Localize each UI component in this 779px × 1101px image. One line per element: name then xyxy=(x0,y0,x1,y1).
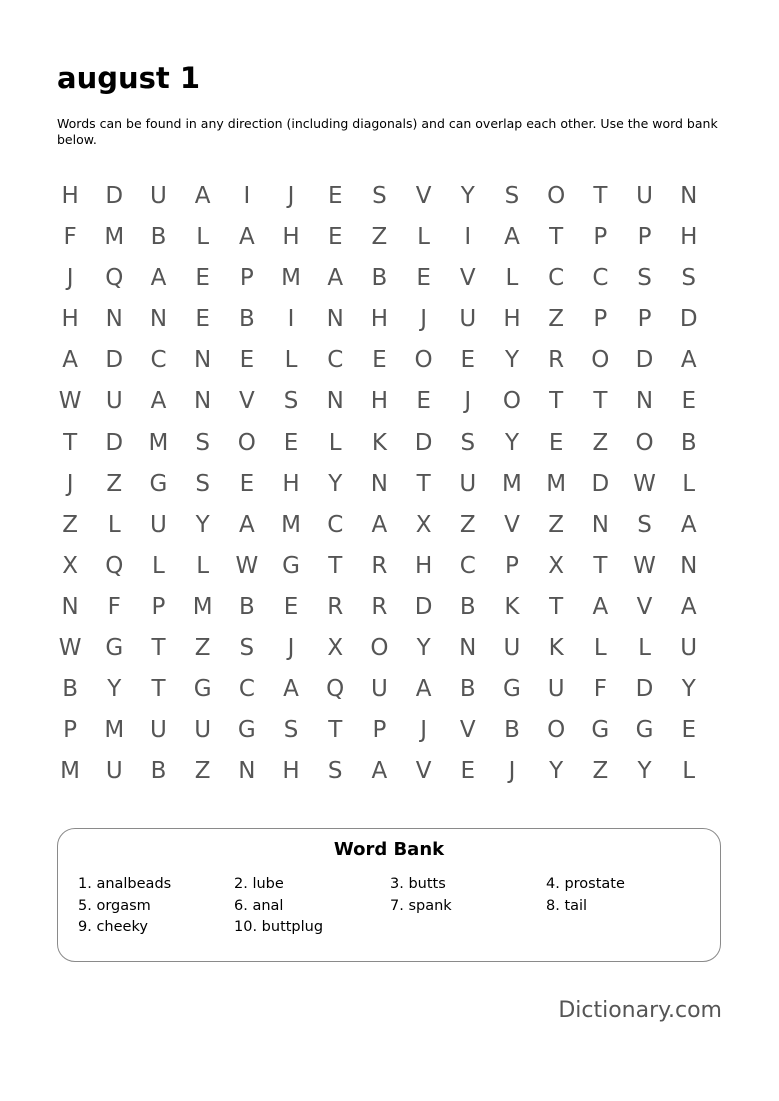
grid-letter: D xyxy=(414,429,433,456)
grid-letter: D xyxy=(591,470,610,497)
grid-letter: U xyxy=(194,717,212,744)
grid-letter: K xyxy=(371,429,387,456)
grid-letter: E xyxy=(460,758,476,785)
grid-letter: E xyxy=(283,429,299,456)
grid-letter: J xyxy=(464,388,472,415)
word-bank-item: 3. butts xyxy=(390,876,446,892)
grid-letter: D xyxy=(679,306,698,333)
grid-letter: M xyxy=(60,758,81,785)
grid-letter: E xyxy=(681,388,696,415)
grid-letter: A xyxy=(680,347,697,374)
grid-letter: T xyxy=(416,470,431,497)
grid-letter: A xyxy=(371,758,388,785)
grid-letter: H xyxy=(61,306,79,333)
grid-letter: M xyxy=(502,470,522,497)
grid-letter: Y xyxy=(637,758,652,785)
grid-letter: G xyxy=(635,717,654,744)
grid-letter: L xyxy=(638,635,651,662)
grid-letter: Y xyxy=(681,676,696,703)
grid-letter: H xyxy=(414,552,433,579)
grid-letter: O xyxy=(547,717,566,744)
grid-letter: B xyxy=(238,593,255,620)
grid-letter: P xyxy=(593,306,608,333)
grid-letter: L xyxy=(152,552,165,579)
grid-letter: T xyxy=(63,429,78,456)
grid-letter: Z xyxy=(106,470,123,497)
footer-brand: Dictionary.com xyxy=(558,998,722,1023)
grid-letter: U xyxy=(150,183,167,209)
grid-letter: U xyxy=(150,511,167,538)
grid-letter: T xyxy=(151,635,166,662)
grid-letter: N xyxy=(194,347,212,374)
grid-letter: O xyxy=(547,183,566,209)
grid-letter: E xyxy=(327,224,343,251)
grid-letter: E xyxy=(327,183,343,209)
grid-letter: T xyxy=(151,676,166,703)
grid-letter: Z xyxy=(592,429,609,456)
grid-letter: W xyxy=(58,635,82,662)
grid-letter: E xyxy=(195,306,210,333)
grid-letter: B xyxy=(371,265,388,292)
grid-letter: N xyxy=(105,306,123,333)
grid-letter: M xyxy=(104,717,125,744)
grid-letter: P xyxy=(505,552,519,579)
grid-letter: F xyxy=(107,593,121,620)
grid-letter: B xyxy=(238,306,255,333)
grid-letter: N xyxy=(238,758,256,785)
instructions-text: Words can be found in any direction (including diagonals) and can overlap each other. Use the word bank below. xyxy=(57,116,718,147)
grid-letter: W xyxy=(633,552,656,579)
word-search-grid xyxy=(48,176,711,792)
grid-letter: U xyxy=(370,676,388,703)
word-bank-item: 10. buttplug xyxy=(234,919,324,935)
grid-letter: M xyxy=(281,511,301,538)
grid-letter: A xyxy=(592,593,609,620)
grid-letter: B xyxy=(150,758,167,785)
word-bank-item: 9. cheeky xyxy=(78,919,148,935)
grid-letter: Y xyxy=(504,429,519,456)
grid-letter: Y xyxy=(460,183,475,209)
grid-letter: L xyxy=(505,265,519,292)
grid-letter: T xyxy=(593,552,608,579)
grid-letter: F xyxy=(593,676,607,703)
grid-letter: N xyxy=(326,306,344,333)
grid-letter: A xyxy=(504,224,520,251)
grid-letter: Z xyxy=(62,511,78,538)
grid-letter: Z xyxy=(194,758,211,785)
grid-letter: T xyxy=(593,183,608,209)
grid-letter: L xyxy=(107,511,121,538)
grid-letter: W xyxy=(633,470,656,497)
grid-letter: L xyxy=(284,347,298,374)
grid-letter: J xyxy=(66,265,74,292)
grid-letter: G xyxy=(149,470,168,497)
grid-letter: B xyxy=(459,676,476,703)
grid-letter: G xyxy=(503,676,521,703)
grid-letter: W xyxy=(58,388,82,415)
grid-letter: S xyxy=(460,429,476,456)
grid-letter: S xyxy=(283,388,299,415)
grid-letter: H xyxy=(503,306,521,333)
grid-letter: O xyxy=(237,429,256,456)
grid-letter: E xyxy=(283,593,299,620)
grid-letter: T xyxy=(328,717,343,744)
grid-letter: A xyxy=(150,388,167,415)
grid-letter: A xyxy=(415,676,432,703)
grid-letter: P xyxy=(151,593,166,620)
grid-letter: A xyxy=(194,183,211,209)
grid-letter: E xyxy=(195,265,210,292)
grid-letter: L xyxy=(417,224,430,251)
grid-letter: D xyxy=(635,347,654,374)
grid-letter: E xyxy=(239,470,255,497)
grid-letter: R xyxy=(371,552,388,579)
grid-letter: N xyxy=(149,306,168,333)
grid-letter: D xyxy=(635,676,654,703)
grid-letter: L xyxy=(682,758,696,785)
grid-letter: D xyxy=(105,347,124,374)
grid-letter: J xyxy=(287,183,295,209)
grid-letter: L xyxy=(593,635,607,662)
grid-letter: G xyxy=(282,552,300,579)
grid-letter: Y xyxy=(549,758,564,785)
grid-letter: Z xyxy=(459,511,476,538)
grid-letter: M xyxy=(546,470,567,497)
grid-letter: I xyxy=(243,183,251,209)
grid-letter: O xyxy=(502,388,522,415)
grid-letter: L xyxy=(682,470,696,497)
grid-letter: U xyxy=(105,388,123,415)
grid-letter: N xyxy=(680,183,698,209)
grid-letter: I xyxy=(464,224,472,251)
grid-letter: O xyxy=(370,635,389,662)
grid-letter: U xyxy=(459,470,477,497)
grid-letter: K xyxy=(548,635,564,662)
grid-letter: E xyxy=(548,429,564,456)
word-bank-item: 6. anal xyxy=(234,897,284,914)
page-title: august 1 xyxy=(57,61,201,95)
word-bank-list xyxy=(78,876,702,941)
grid-letter: J xyxy=(420,717,427,744)
word-bank-item: 4. prostate xyxy=(546,876,625,892)
grid-letter: B xyxy=(680,429,697,456)
grid-letter: C xyxy=(327,347,344,374)
grid-letter: Z xyxy=(194,635,211,662)
grid-letter: Y xyxy=(416,635,431,662)
word-bank xyxy=(57,828,721,962)
grid-letter: T xyxy=(328,552,343,579)
grid-letter: A xyxy=(680,511,697,538)
word-bank-item: 1. analbeads xyxy=(78,876,172,892)
grid-letter: S xyxy=(195,429,210,456)
grid-letter: G xyxy=(237,717,256,744)
grid-letter: T xyxy=(593,388,608,415)
grid-letter: M xyxy=(192,593,213,620)
grid-letter: D xyxy=(105,183,124,209)
grid-letter: O xyxy=(635,429,654,456)
grid-letter: X xyxy=(548,552,565,579)
grid-letter: G xyxy=(193,676,212,703)
word-bank-item: 2. lube xyxy=(234,876,284,892)
grid-letter: I xyxy=(287,306,295,333)
grid-letter: T xyxy=(549,593,564,620)
grid-letter: E xyxy=(681,717,696,744)
grid-letter: S xyxy=(239,635,255,662)
grid-letter: N xyxy=(326,388,344,415)
word-bank-title: Word Bank xyxy=(333,839,445,860)
grid-letter: S xyxy=(681,265,697,292)
grid-letter: V xyxy=(636,593,653,620)
grid-letter: X xyxy=(327,635,344,662)
grid-letter: E xyxy=(416,388,431,415)
grid-letter: U xyxy=(680,635,698,662)
grid-letter: Q xyxy=(326,676,345,703)
grid-letter: F xyxy=(63,224,77,251)
grid-letter: A xyxy=(238,511,255,538)
grid-letter: S xyxy=(637,511,652,538)
grid-letter: Y xyxy=(328,470,343,497)
grid-letter: L xyxy=(196,224,210,251)
grid-letter: P xyxy=(593,224,608,251)
grid-letter: V xyxy=(415,758,432,785)
grid-letter: H xyxy=(282,758,300,785)
grid-letter: J xyxy=(508,758,516,785)
grid-letter: U xyxy=(459,306,477,333)
grid-letter: Y xyxy=(107,676,122,703)
grid-letter: M xyxy=(148,429,169,456)
grid-letter: N xyxy=(370,470,389,497)
grid-letter: J xyxy=(66,470,74,497)
grid-letter: N xyxy=(680,552,698,579)
grid-letter: K xyxy=(504,593,520,620)
grid-letter: N xyxy=(194,388,212,415)
grid-letter: X xyxy=(415,511,432,538)
grid-letter: H xyxy=(61,183,79,209)
grid-letter: A xyxy=(283,676,299,703)
grid-letter: H xyxy=(370,306,389,333)
grid-letter: E xyxy=(239,347,255,374)
grid-letter: Y xyxy=(504,347,519,374)
grid-letter: S xyxy=(327,758,343,785)
grid-letter: A xyxy=(238,224,255,251)
grid-letter: B xyxy=(62,676,78,703)
grid-letter: C xyxy=(592,265,609,292)
grid-letter: B xyxy=(459,593,476,620)
grid-letter: L xyxy=(196,552,210,579)
grid-letter: B xyxy=(504,717,520,744)
grid-letter: A xyxy=(62,347,78,374)
grid-letter: V xyxy=(504,511,520,538)
grid-letter: N xyxy=(61,593,79,620)
grid-letter: U xyxy=(105,758,123,785)
grid-letter: P xyxy=(372,717,387,744)
grid-letter: M xyxy=(281,265,301,292)
grid-letter: A xyxy=(680,593,697,620)
grid-letter: C xyxy=(459,552,476,579)
grid-letter: C xyxy=(548,265,565,292)
grid-letter: E xyxy=(460,347,476,374)
grid-letter: H xyxy=(282,470,300,497)
grid-letter: T xyxy=(549,224,564,251)
grid-letter: O xyxy=(414,347,433,374)
grid-letter: U xyxy=(503,635,521,662)
grid-letter: O xyxy=(591,347,610,374)
grid-letter: M xyxy=(104,224,125,251)
grid-letter: J xyxy=(287,635,295,662)
grid-letter: U xyxy=(547,676,565,703)
grid-letter: V xyxy=(459,717,476,744)
grid-letter: E xyxy=(372,347,387,374)
grid-letter: Z xyxy=(548,306,565,333)
grid-letter: N xyxy=(591,511,609,538)
grid-letter: S xyxy=(504,183,520,209)
grid-letter: U xyxy=(150,717,167,744)
grid-letter: Z xyxy=(371,224,388,251)
grid-letter: J xyxy=(420,306,427,333)
grid-letter: R xyxy=(548,347,565,374)
grid-letter: Z xyxy=(592,758,609,785)
grid-letter: Q xyxy=(105,265,124,292)
grid-letter: H xyxy=(680,224,698,251)
grid-letter: G xyxy=(591,717,610,744)
grid-letter: Q xyxy=(105,552,124,579)
word-bank-item: 8. tail xyxy=(546,897,588,914)
grid-letter: Y xyxy=(195,511,210,538)
grid-letter: L xyxy=(328,429,342,456)
grid-letter: B xyxy=(150,224,167,251)
grid-letter: A xyxy=(371,511,388,538)
grid-letter: S xyxy=(637,265,652,292)
grid-letter: E xyxy=(416,265,431,292)
grid-letter: S xyxy=(195,470,210,497)
grid-letter: N xyxy=(635,388,654,415)
grid-letter: U xyxy=(636,183,653,209)
grid-letter: G xyxy=(105,635,124,662)
grid-letter: A xyxy=(327,265,344,292)
grid-letter: H xyxy=(282,224,300,251)
word-bank-item: 5. orgasm xyxy=(78,897,151,914)
grid-letter: P xyxy=(63,717,78,744)
grid-letter: C xyxy=(238,676,255,703)
grid-letter: W xyxy=(235,552,259,579)
grid-letter: D xyxy=(414,593,433,620)
grid-letter: X xyxy=(62,552,78,579)
grid-letter: S xyxy=(372,183,387,209)
grid-letter: S xyxy=(283,717,299,744)
grid-letter: N xyxy=(459,635,477,662)
grid-letter: C xyxy=(327,511,344,538)
grid-letter: C xyxy=(150,347,167,374)
grid-letter: V xyxy=(459,265,476,292)
grid-letter: V xyxy=(415,183,432,209)
grid-letter: D xyxy=(105,429,124,456)
grid-letter: Z xyxy=(548,511,565,538)
grid-letter: P xyxy=(637,224,652,251)
word-bank-item: 7. spank xyxy=(390,897,452,914)
grid-letter: R xyxy=(371,593,388,620)
grid-letter: P xyxy=(637,306,652,333)
grid-letter: V xyxy=(238,388,255,415)
grid-letter: H xyxy=(370,388,389,415)
grid-letter: P xyxy=(239,265,254,292)
grid-letter: T xyxy=(549,388,564,415)
grid-letter: R xyxy=(327,593,344,620)
grid-letter: A xyxy=(150,265,167,292)
